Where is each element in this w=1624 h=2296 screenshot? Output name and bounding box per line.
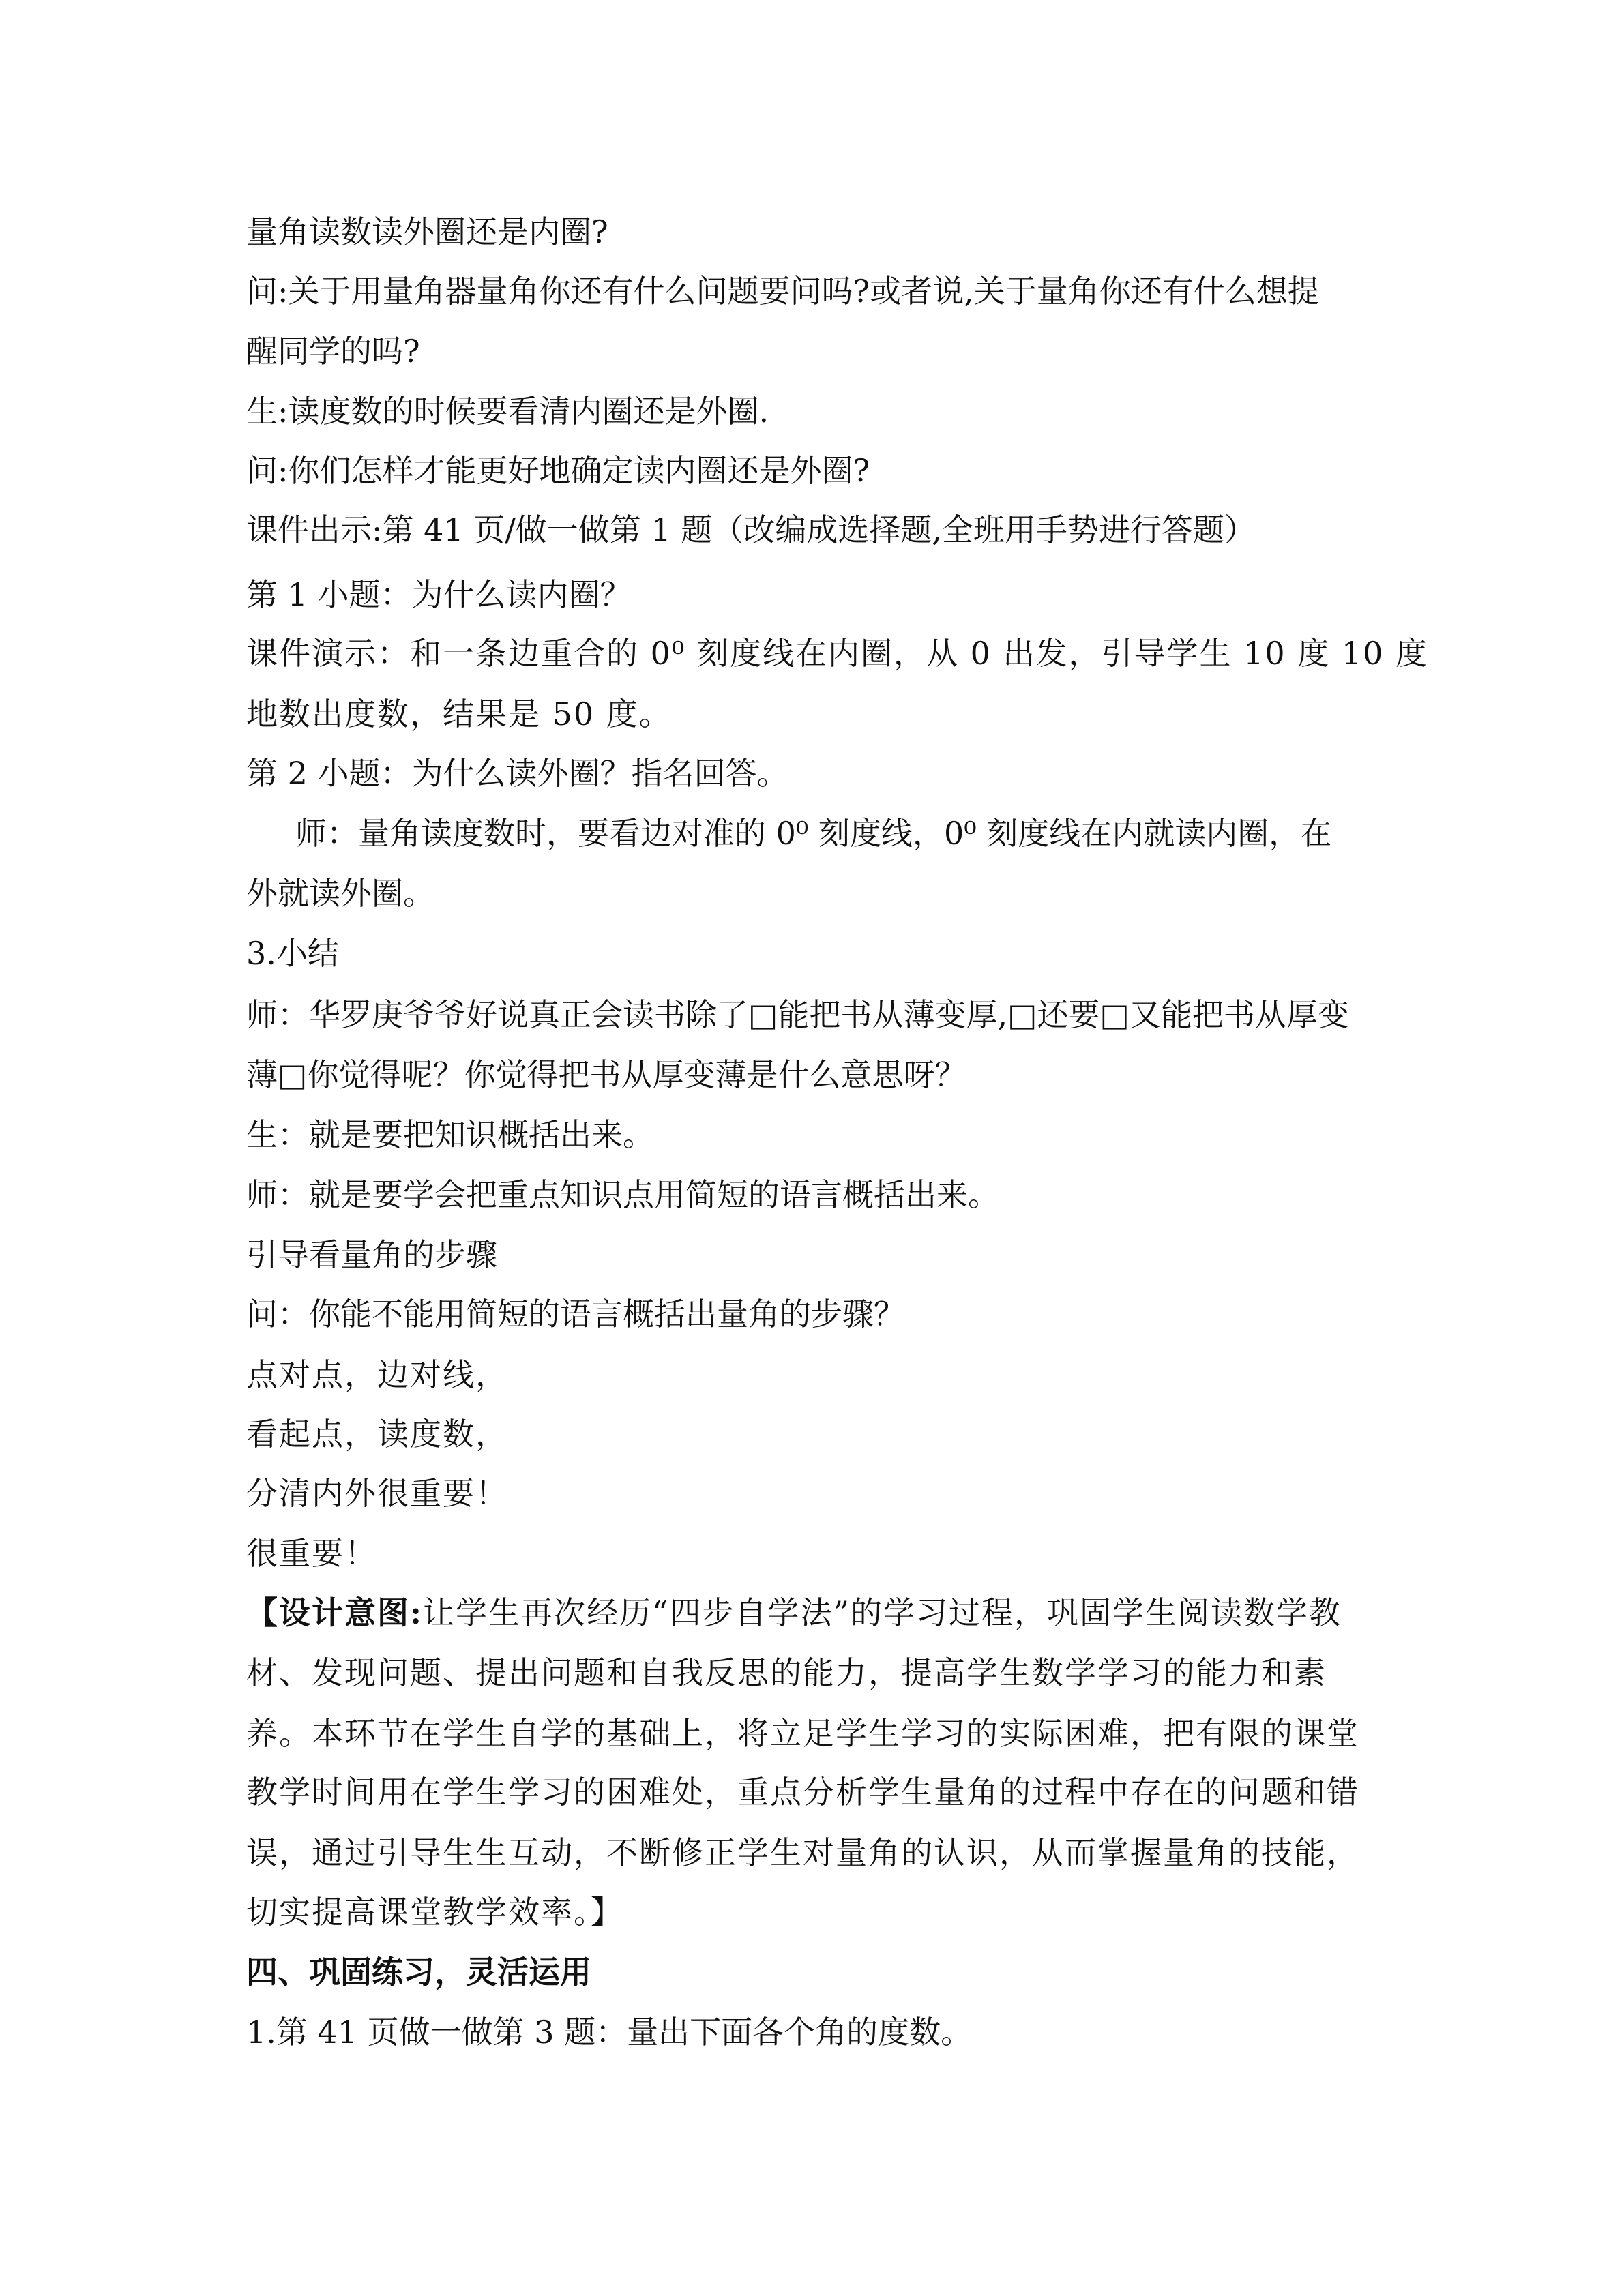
text-line: 养。本环节在学生自学的基础上，将立足学生学习的实际困难，把有限的课堂 bbox=[246, 1715, 1359, 1752]
text-line: 问:你们怎样才能更好地确定读内圈还是外圈? bbox=[246, 452, 870, 489]
design-intent-label: 【设计意图: bbox=[246, 1594, 423, 1631]
text-line: 师：华罗庚爷爷好说真正会读书除了□能把书从薄变厚,□还要□又能把书从厚变 bbox=[246, 996, 1350, 1033]
design-intent-text: 让学生再次经历“四步自学法”的学习过程，巩固学生阅读数学教 bbox=[422, 1594, 1342, 1631]
text-line: 生：就是要把知识概括出来。 bbox=[246, 1116, 654, 1153]
text-line: 醒同学的吗? bbox=[246, 333, 420, 370]
text-line: 生:读度数的时候要看清内圈还是外圈. bbox=[246, 393, 769, 430]
text-line: 量角读数读外圈还是内圈? bbox=[246, 213, 608, 250]
section-heading: 四、巩固练习，灵活运用 bbox=[246, 1954, 591, 1991]
text-line: 材、发现问题、提出问题和自我反思的能力，提高学生数学学习的能力和素 bbox=[246, 1654, 1327, 1691]
text-line: 课件出示:第 41 页/做一做第 1 题（改编成选择题,全班用手势进行答题） bbox=[246, 511, 1256, 548]
text-line: 1.第 41 页做一做第 3 题：量出下面各个角的度数。 bbox=[246, 2014, 973, 2051]
text-line: 分清内外很重要！ bbox=[246, 1475, 508, 1512]
text-line: 看起点，读度数， bbox=[246, 1416, 508, 1452]
text-line: 课件演示：和一条边重合的 0⁰ 刻度线在内圈，从 0 出发，引导学生 10 度 10 度 bbox=[246, 635, 1429, 672]
design-intent-paragraph bbox=[246, 1592, 1342, 1633]
text-line: 师：就是要学会把重点知识点用简短的语言概括出来。 bbox=[246, 1176, 999, 1213]
text-line: 第 2 小题：为什么读外圈？指名回答。 bbox=[246, 755, 788, 792]
text-line: 误，通过引导生生互动，不断修正学生对量角的认识，从而掌握量角的技能， bbox=[246, 1834, 1359, 1871]
text-line: 点对点，边对线， bbox=[246, 1356, 508, 1393]
text-line: 师：量角读度数时，要看边对准的 0⁰ 刻度线，0⁰ 刻度线在内就读内圈，在 bbox=[295, 815, 1332, 852]
text-line: 引导看量角的步骤 bbox=[246, 1236, 497, 1273]
text-line: 问:关于用量角器量角你还有什么问题要问吗?或者说,关于量角你还有什么想提 bbox=[246, 273, 1319, 310]
text-line: 很重要！ bbox=[246, 1535, 377, 1572]
text-line: 问：你能不能用简短的语言概括出量角的步骤？ bbox=[246, 1296, 905, 1332]
section-heading: 3.小结 bbox=[246, 935, 339, 972]
text-line: 切实提高课堂教学效率。】 bbox=[246, 1894, 623, 1930]
text-line: 地数出度数，结果是 50 度。 bbox=[246, 696, 672, 732]
text-line: 外就读外圈。 bbox=[246, 875, 434, 912]
text-line: 第 1 小题：为什么读内圈？ bbox=[246, 576, 632, 613]
text-line: 薄□你觉得呢？你觉得把书从厚变薄是什么意思呀？ bbox=[246, 1056, 966, 1093]
text-line: 教学时间用在学生学习的困难处，重点分析学生量角的过程中存在的问题和错 bbox=[246, 1774, 1359, 1810]
